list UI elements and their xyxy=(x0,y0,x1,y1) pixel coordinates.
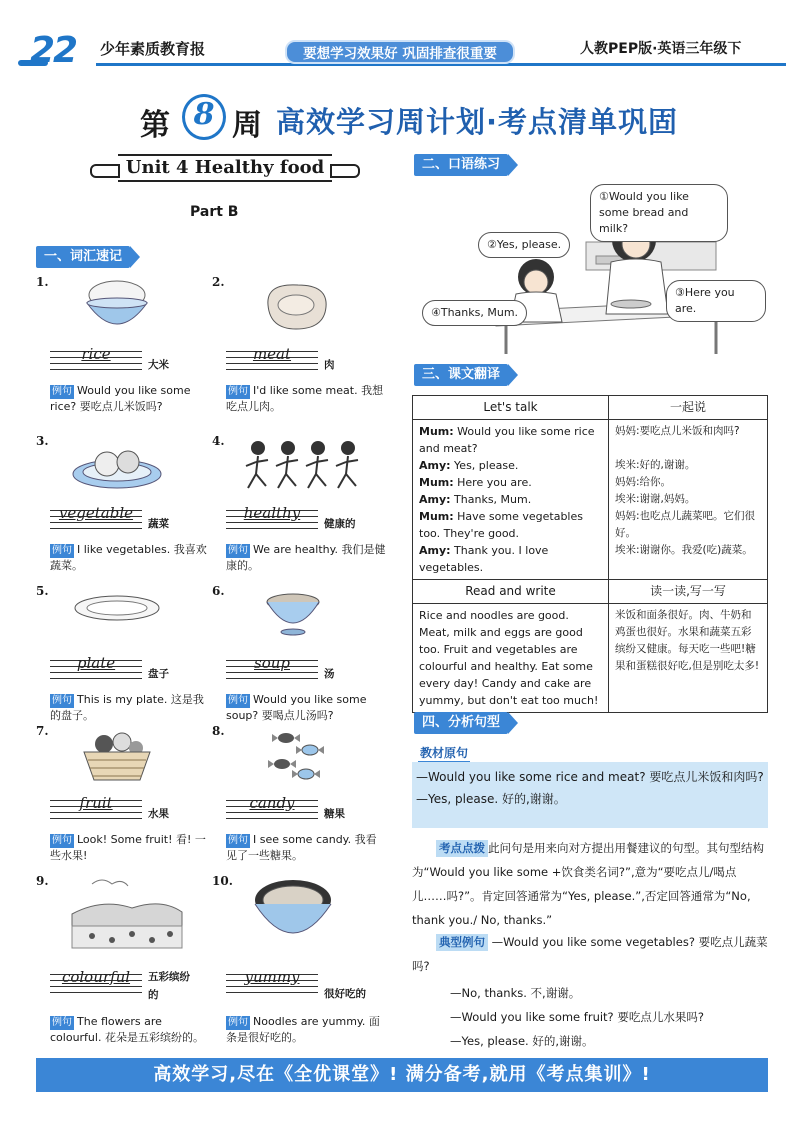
original-sentence-box xyxy=(412,762,768,828)
example-sentence: Would you like some rice? 要吃点儿米饭吗? xyxy=(50,384,191,413)
page-number: 22 xyxy=(30,30,77,71)
section-analysis-tag: 四、分析句型 xyxy=(414,712,508,734)
example-tag: 例句 xyxy=(228,835,248,846)
speech-bubble: ①Would you like some bread and milk? xyxy=(590,184,728,242)
vocab-word: vegetable xyxy=(58,504,134,522)
part-label: Part B xyxy=(190,204,239,220)
table-header: Let's talk xyxy=(413,396,609,420)
vocab-item xyxy=(36,434,214,584)
speech-bubble: ③Here you are. xyxy=(666,280,766,322)
example-tag: 例句 xyxy=(52,386,72,397)
vocab-word: fruit xyxy=(79,794,113,812)
item-number: 1. xyxy=(36,275,49,289)
edition-label: 人教PEP版·英语三年级下 xyxy=(580,41,742,57)
example-tag: 例句 xyxy=(228,1017,248,1028)
footer-banner: 高效学习,尽在《全优课堂》! 满分备考,就用《考点集训》! xyxy=(36,1058,768,1092)
vocab-word: plate xyxy=(76,654,116,672)
vegetable-plate-icon xyxy=(62,434,172,496)
translation-table xyxy=(412,395,768,713)
section-oral-tag: 二、口语练习 xyxy=(414,154,508,176)
item-number: 9. xyxy=(36,874,49,888)
key-point-paragraph: 考点点拨 此问句是用来向对方提出用餐建议的句型。其句型结构为“Would you like some +饮食类名词?”,意为“要吃点儿/喝点儿……吗?”。肯定回答通常为“Yes, please.”,否定回答通常为“No, thank you./ No, thanks.” xyxy=(412,841,764,927)
table-header: Read and write xyxy=(413,580,609,604)
section-translation-tag: 三、课文翻译 xyxy=(414,364,508,386)
example-tag: 例句 xyxy=(52,695,72,706)
candy-icon xyxy=(238,724,348,786)
example-paragraph: 典型例句 —Would you like some vegetables? 要吃点儿蔬菜吗? xyxy=(412,935,768,973)
example-tag: 例句 xyxy=(52,1017,72,1028)
key-point-tag: 考点点拨 xyxy=(436,840,488,857)
example-tag: 例句 xyxy=(228,386,248,397)
week-suffix: 周 xyxy=(232,108,262,143)
vocab-meaning: 健康的 xyxy=(324,518,356,530)
vocab-word: colourful xyxy=(61,968,131,986)
vocab-meaning: 很好吃的 xyxy=(324,988,366,1000)
vocab-item xyxy=(36,275,214,425)
vocab-meaning: 水果 xyxy=(148,808,169,820)
running-children-icon xyxy=(238,434,368,496)
example-sentence: Noodles are yummy. 面条是很好吃的。 xyxy=(226,1015,380,1044)
vocab-item xyxy=(212,724,390,874)
flowers-landscape-icon xyxy=(62,874,192,954)
speech-bubble: ④Thanks, Mum. xyxy=(422,300,527,326)
vocab-item xyxy=(212,275,390,425)
noodle-bowl-icon xyxy=(238,874,348,954)
newspaper-name: 少年素质教育报 xyxy=(100,40,206,58)
page-title: 高效学习周计划·考点清单巩固 xyxy=(276,105,679,139)
page-header xyxy=(0,0,800,92)
vocab-meaning: 五彩缤纷的 xyxy=(148,971,190,1001)
vocab-meaning: 蔬菜 xyxy=(148,518,169,530)
talk-chinese: 妈妈:要吃点儿米饭和肉吗? 埃米:好的,谢谢。 妈妈:给你。 埃米:谢谢,妈妈。 妈妈:也吃点儿蔬菜吧。它们很好。 埃米:谢谢你。我爱(吃)蔬菜。 xyxy=(609,420,768,580)
dialogue-illustration xyxy=(416,182,766,354)
original-answer: —Yes, please. 好的,谢谢。 xyxy=(416,792,566,806)
vocab-item xyxy=(212,584,390,734)
example-tag: 例句 xyxy=(52,835,72,846)
table-header: 一起说 xyxy=(609,396,768,420)
example-sentence: We are healthy. 我们是健康的。 xyxy=(226,543,386,572)
example-tag: 例句 xyxy=(228,545,248,556)
vocab-word: rice xyxy=(81,345,111,363)
example-tag: 例句 xyxy=(52,545,72,556)
fruit-basket-icon xyxy=(62,724,172,786)
vocab-meaning: 肉 xyxy=(324,359,335,371)
read-english: Rice and noodles are good. Meat, milk and eggs are good too. Fruit and vegetables are colourful and healthy. Eat some every day! Candy and cake are yummy, but don't eat too much! xyxy=(413,604,609,713)
vocab-meaning: 糖果 xyxy=(324,808,345,820)
item-number: 7. xyxy=(36,724,49,738)
original-sentence-tag: 教材原句 xyxy=(418,744,470,763)
vocab-meaning: 汤 xyxy=(324,668,335,680)
week-title xyxy=(100,94,700,142)
example-answer: —No, thanks. 不,谢谢。 xyxy=(450,986,581,1000)
example-sentence: I'd like some meat. 我想吃点儿肉。 xyxy=(226,384,384,413)
example-answer: —Yes, please. 好的,谢谢。 xyxy=(450,1034,594,1048)
vocab-word: meat xyxy=(252,345,292,363)
example-sentence: I like vegetables. 我喜欢蔬菜。 xyxy=(50,543,207,572)
vocab-item xyxy=(212,434,390,584)
talk-english: Mum: Would you like some rice and meat? Amy: Yes, please. Mum: Here you are. Amy: Thanks, Mum. Mum: Have some vegetables too. They're good. Amy: Thank you. I love vegetables. xyxy=(413,420,609,580)
section-vocab-tag: 一、词汇速记 xyxy=(36,246,130,268)
read-chinese: 米饭和面条很好。肉、牛奶和鸡蛋也很好。水果和蔬菜五彩缤纷又健康。每天吃一些吧!糖果和蛋糕很好吃,但是别吃太多! xyxy=(609,604,768,713)
vocab-meaning: 大米 xyxy=(148,359,169,371)
item-number: 3. xyxy=(36,434,49,448)
typical-example-tag: 典型例句 xyxy=(436,934,488,951)
header-slogan: 要想学习效果好 巩固排查很重要 xyxy=(285,40,515,64)
example-sentence: Would you like some soup? 要喝点儿汤吗? xyxy=(226,693,367,722)
item-number: 6. xyxy=(212,584,225,598)
item-number: 10. xyxy=(212,874,233,888)
item-number: 2. xyxy=(212,275,225,289)
example-sentence: Look! Some fruit! 看! 一些水果! xyxy=(50,833,206,862)
vocab-word: yummy xyxy=(244,968,300,986)
vocab-item xyxy=(36,724,214,874)
vocab-item xyxy=(212,874,390,1044)
original-question: —Would you like some rice and meat? 要吃点儿米饭和肉吗? xyxy=(416,770,764,784)
soup-bowl-icon xyxy=(238,584,348,646)
example-sentence: This is my plate. 这是我的盘子。 xyxy=(50,693,204,722)
unit-title: Unit 4 Healthy food xyxy=(118,154,332,182)
plate-icon xyxy=(62,584,172,646)
vocab-item xyxy=(36,584,214,734)
meat-icon xyxy=(238,275,348,337)
vocab-word: healthy xyxy=(243,504,301,522)
vocab-item xyxy=(36,874,214,1044)
week-number: 8 xyxy=(182,94,226,140)
item-number: 4. xyxy=(212,434,225,448)
vocab-word: candy xyxy=(249,794,295,812)
vocab-word: soup xyxy=(254,654,290,672)
example-question: —Would you like some fruit? 要吃点儿水果吗? xyxy=(450,1010,704,1024)
week-prefix: 第 xyxy=(140,108,170,143)
example-sentence: The flowers are colourful. 花朵是五彩缤纷的。 xyxy=(50,1015,204,1044)
vocab-meaning: 盘子 xyxy=(148,668,169,680)
item-number: 5. xyxy=(36,584,49,598)
example-tag: 例句 xyxy=(228,695,248,706)
table-header: 读一读,写一写 xyxy=(609,580,768,604)
rice-bowl-icon xyxy=(62,275,172,337)
item-number: 8. xyxy=(212,724,225,738)
speech-bubble: ②Yes, please. xyxy=(478,232,570,258)
example-sentence: I see some candy. 我看见了一些糖果。 xyxy=(226,833,377,862)
